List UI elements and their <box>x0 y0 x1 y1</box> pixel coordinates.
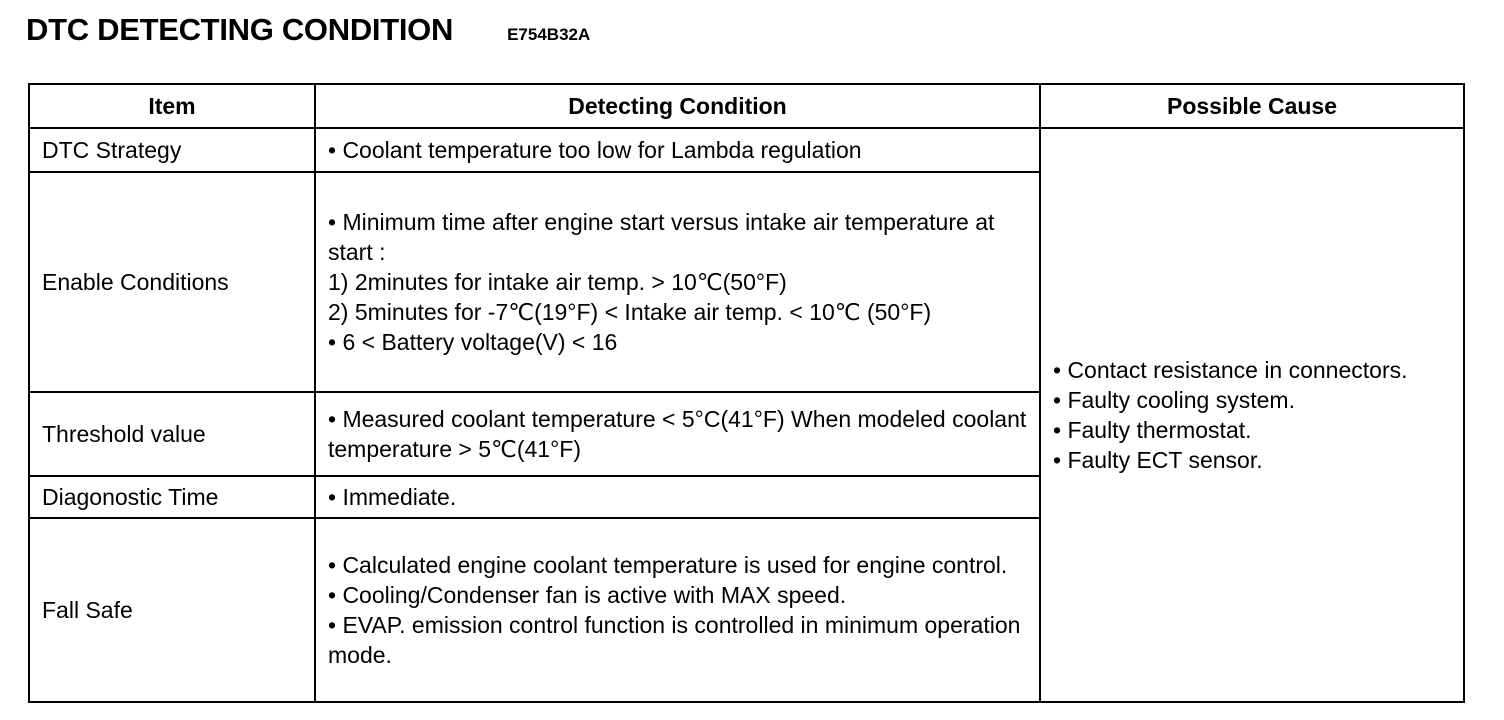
condition-line: • Calculated engine coolant temperature is used for engine control. <box>328 552 1008 578</box>
row-item-enable-conditions: Enable Conditions <box>29 172 315 392</box>
dtc-condition-table <box>28 83 1465 703</box>
row-condition-enable-conditions <box>315 172 1040 392</box>
column-header-item: Item <box>29 84 315 128</box>
condition-line: • Measured coolant temperature < 5°C(41°F) When modeled coolant temperature > 5℃(41°F) <box>328 406 1027 462</box>
cause-line: • Faulty thermostat. <box>1053 417 1252 443</box>
cause-line: • Contact resistance in connectors. <box>1053 357 1408 383</box>
condition-line: • Immediate. <box>328 484 457 510</box>
title-row <box>26 12 590 52</box>
table-row <box>29 128 1464 172</box>
table-header-row <box>29 84 1464 128</box>
condition-line: 1) 2minutes for intake air temp. > 10℃(50°F) <box>328 269 787 295</box>
condition-line: 2) 5minutes for -7℃(19°F) < Intake air temp. < 10℃ (50°F) <box>328 299 932 325</box>
row-item-dtc-strategy: DTC Strategy <box>29 128 315 172</box>
possible-cause-cell <box>1040 128 1464 702</box>
condition-line: • EVAP. emission control function is controlled in minimum operation mode. <box>328 612 1021 668</box>
row-condition-threshold-value <box>315 392 1040 476</box>
document-code: E754B32A <box>507 25 591 44</box>
condition-line: • Minimum time after engine start versus intake air temperature at start : <box>328 209 995 265</box>
condition-line: • Coolant temperature too low for Lambda regulation <box>328 137 862 163</box>
column-header-detecting-condition: Detecting Condition <box>315 84 1040 128</box>
row-item-diagnostic-time: Diagonostic Time <box>29 476 315 518</box>
row-condition-dtc-strategy <box>315 128 1040 172</box>
condition-line: • 6 < Battery voltage(V) < 16 <box>328 329 618 355</box>
column-header-possible-cause: Possible Cause <box>1040 84 1464 128</box>
row-item-fall-safe: Fall Safe <box>29 518 315 702</box>
condition-line: • Cooling/Condenser fan is active with MAX speed. <box>328 582 847 608</box>
page-title: DTC DETECTING CONDITION <box>26 12 454 47</box>
cause-line: • Faulty ECT sensor. <box>1053 447 1263 473</box>
row-condition-diagnostic-time <box>315 476 1040 518</box>
cause-line: • Faulty cooling system. <box>1053 387 1295 413</box>
row-item-threshold-value: Threshold value <box>29 392 315 476</box>
row-condition-fall-safe <box>315 518 1040 702</box>
